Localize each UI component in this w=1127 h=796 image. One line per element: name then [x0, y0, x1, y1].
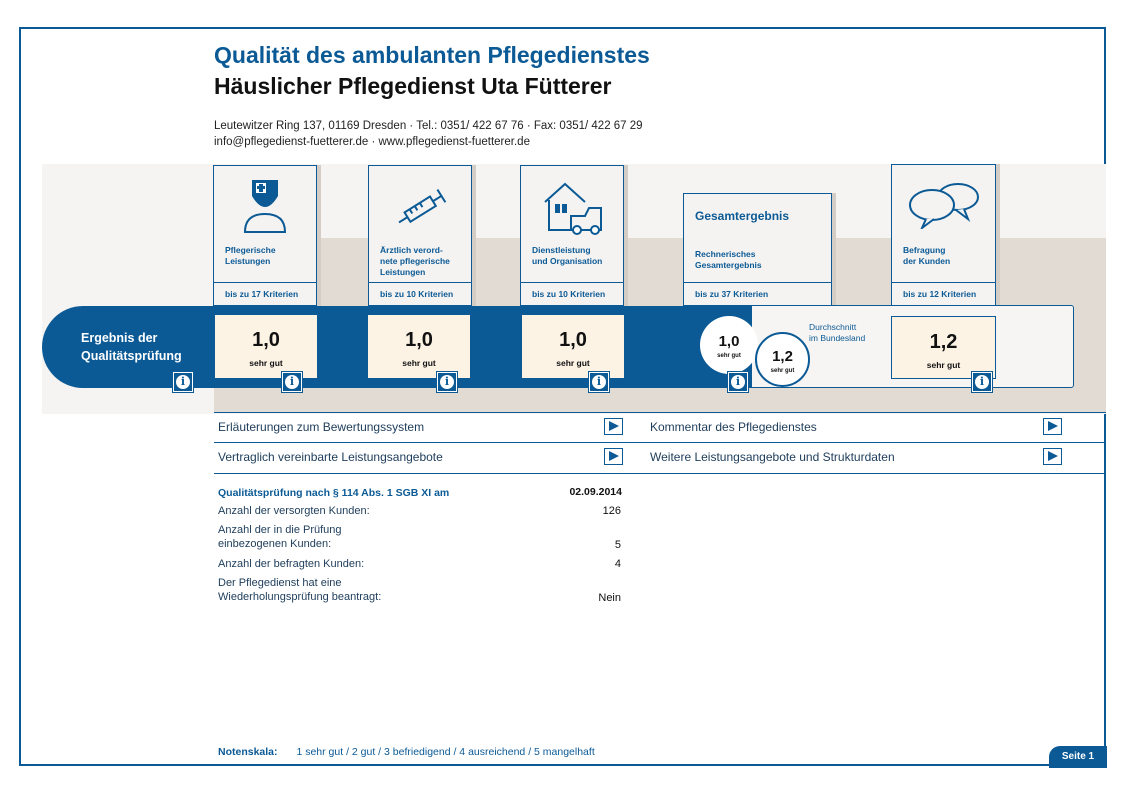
play-icon[interactable]	[1043, 448, 1062, 465]
overall-title: Gesamtergebnis	[695, 209, 790, 223]
score-befragung-der-kunden: 1,2 sehr gut	[891, 316, 996, 379]
result-label: Ergebnis der Qualitätsprüfung	[81, 331, 182, 363]
report-title: Qualität des ambulanten Pflegedienstes	[214, 42, 650, 68]
card-label: Rechnerisches Gesamtergebnis	[695, 249, 762, 270]
score-dienstleistung-organisation: 1,0 sehr gut	[522, 315, 624, 378]
score-gesamtergebnis: 1,0 sehr gut	[700, 316, 758, 374]
grade-scale-values: 1 sehr gut / 2 gut / 3 befriedigend / 4 ausreichend / 5 mangelhaft	[296, 746, 595, 758]
link-row-1	[214, 412, 1106, 443]
info-icon: i	[176, 375, 190, 389]
score-pflegerische-leistungen: 1,0 sehr gut	[215, 315, 317, 378]
info-icon: i	[440, 375, 454, 389]
info-button-pflegerische-leistungen[interactable]	[282, 372, 302, 392]
info-button-aerztlich-verordnete-leistungen[interactable]	[437, 372, 457, 392]
speech-bubbles-icon	[906, 181, 982, 229]
link-bewertungssystem[interactable]: Erläuterungen zum Bewertungssystem	[218, 420, 425, 434]
play-icon[interactable]	[1043, 418, 1062, 435]
info-button-dienstleistung-organisation[interactable]	[589, 372, 609, 392]
card-label: Dienstleistung und Organisation	[532, 245, 603, 266]
card-label: Pflegerische Leistungen	[225, 245, 276, 266]
criteria-count: bis zu 17 Kriterien	[214, 282, 316, 305]
link-kommentar[interactable]: Kommentar des Pflegedienstes	[650, 420, 817, 434]
info-icon: i	[592, 375, 606, 389]
contact-block	[214, 118, 643, 150]
stat-value-befragte-kunden: 4	[614, 558, 621, 570]
card-dienstleistung-organisation	[520, 165, 624, 306]
card-gesamtergebnis	[683, 193, 832, 306]
stat-value-einbezogene-kunden: 5	[614, 539, 621, 551]
link-row-2	[214, 442, 1106, 474]
web-line: info@pflegedienst-fuetterer.de · www.pflegedienst-fuetterer.de	[214, 136, 530, 148]
grade-scale	[218, 746, 595, 758]
state-average-label: Durchschnitt im Bundesland	[809, 322, 866, 343]
play-icon[interactable]	[604, 418, 623, 435]
nurse-icon	[242, 178, 292, 234]
stat-label-wiederholungspruefung: Der Pflegedienst hat eine Wiederholungsprüfung beantragt:	[218, 577, 382, 603]
stat-value-versorgte-kunden: 126	[602, 505, 621, 517]
criteria-count: bis zu 12 Kriterien	[892, 282, 995, 305]
criteria-count: bis zu 37 Kriterien	[684, 282, 831, 305]
link-weitere-leistungsangebote[interactable]: Weitere Leistungsangebote und Strukturdaten	[650, 450, 895, 464]
card-befragung-der-kunden	[891, 164, 996, 306]
house-car-icon	[541, 176, 607, 236]
card-label: Befragung der Kunden	[903, 245, 951, 266]
card-aerztlich-verordnete-leistungen	[368, 165, 472, 306]
info-icon: i	[285, 375, 299, 389]
play-icon[interactable]	[604, 448, 623, 465]
info-button-result[interactable]	[173, 372, 193, 392]
inspection-date: 02.09.2014	[569, 486, 622, 498]
criteria-count: bis zu 10 Kriterien	[369, 282, 471, 305]
link-leistungsangebote[interactable]: Vertraglich vereinbarte Leistungsangebote	[218, 450, 443, 464]
stat-value-wiederholungspruefung: Nein	[598, 592, 621, 604]
info-button-gesamtergebnis[interactable]	[728, 372, 748, 392]
card-pflegerische-leistungen	[213, 165, 317, 306]
page-number: Seite 1	[1049, 746, 1107, 768]
provider-name: Häuslicher Pflegedienst Uta Fütterer	[214, 73, 612, 99]
stat-label-befragte-kunden: Anzahl der befragten Kunden:	[218, 558, 365, 570]
info-icon: i	[975, 375, 989, 389]
inspection-heading: Qualitätsprüfung nach § 114 Abs. 1 SGB XI am	[218, 487, 450, 499]
address-line: Leutewitzer Ring 137, 01169 Dresden · Tel.: 0351/ 422 67 76 · Fax: 0351/ 422 67 29	[214, 120, 643, 132]
syringe-icon	[393, 184, 453, 232]
info-icon: i	[731, 375, 745, 389]
score-aerztlich-verordnete-leistungen: 1,0 sehr gut	[368, 315, 470, 378]
card-label: Ärztlich verord- nete pflegerische Leistungen	[380, 245, 450, 277]
stat-label-versorgte-kunden: Anzahl der versorgten Kunden:	[218, 505, 370, 517]
score-state-average: 1,2 sehr gut	[755, 332, 810, 387]
stat-label-einbezogene-kunden: Anzahl der in die Prüfung einbezogenen Kunden:	[218, 524, 342, 550]
grade-scale-label: Notenskala:	[218, 746, 278, 758]
info-button-befragung[interactable]	[972, 372, 992, 392]
criteria-count: bis zu 10 Kriterien	[521, 282, 623, 305]
